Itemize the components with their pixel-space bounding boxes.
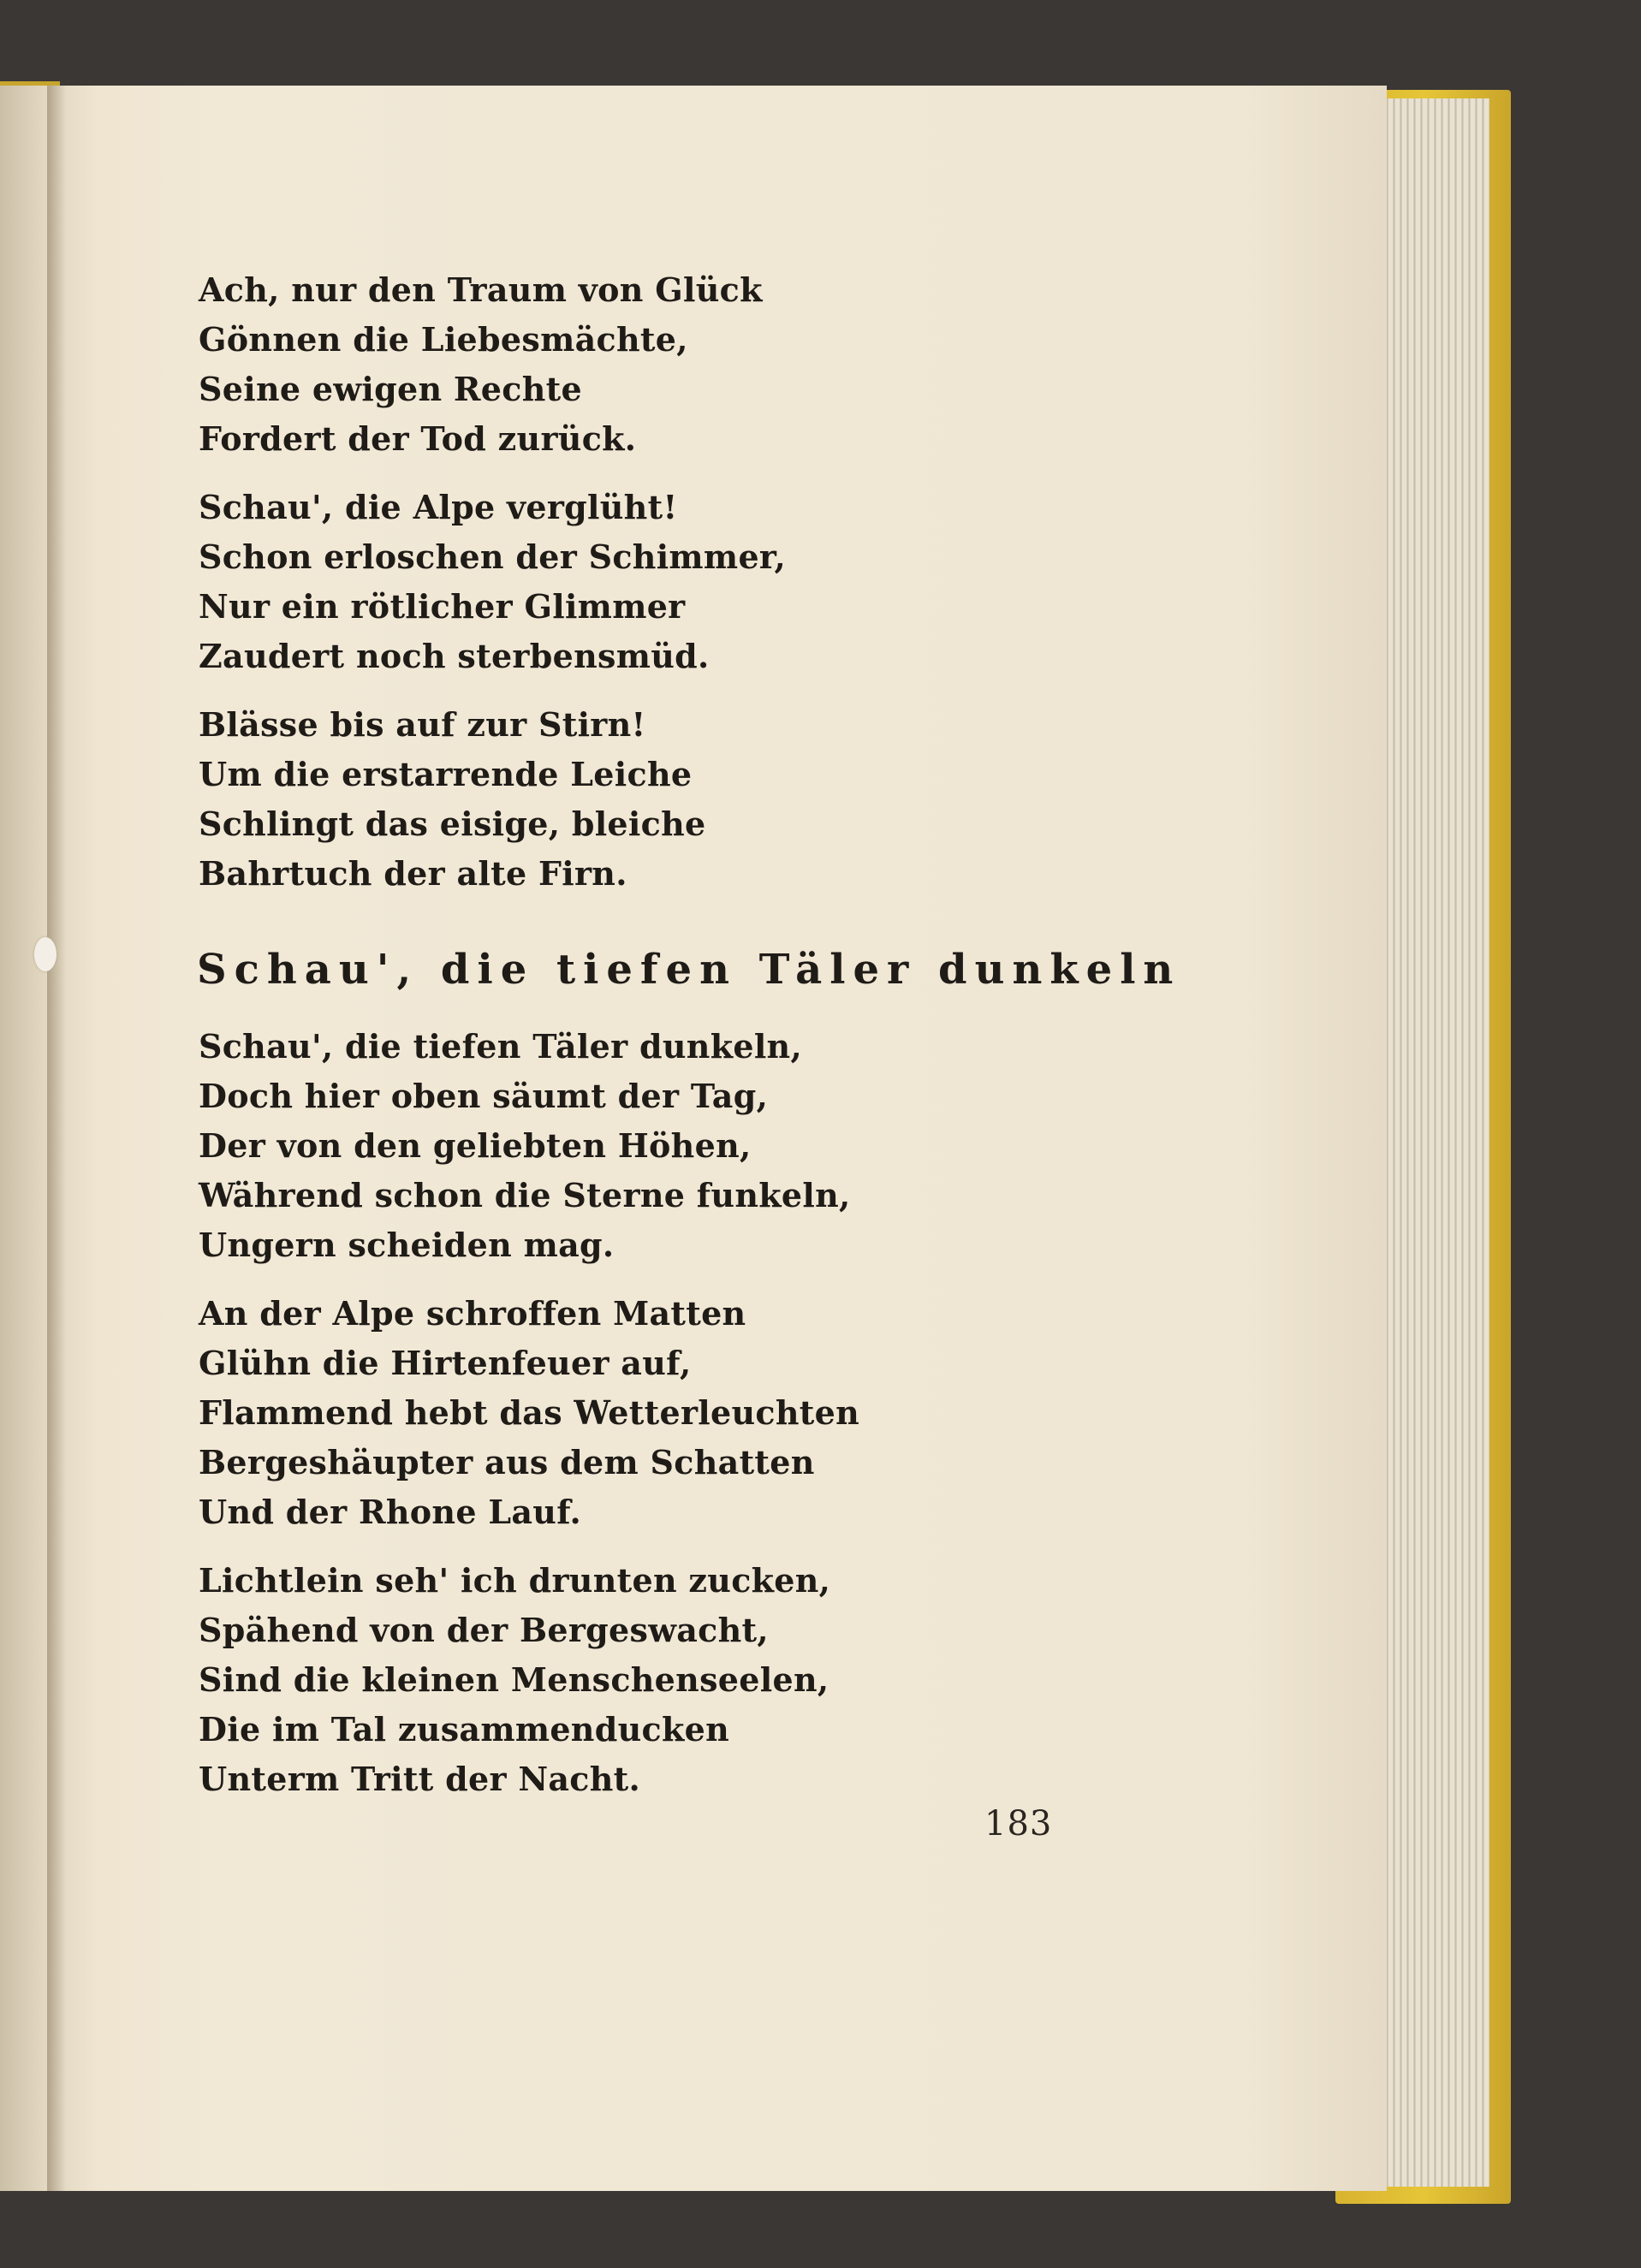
verse-line: Ach, nur den Traum von Glück <box>199 270 763 309</box>
verse-line: Schau', die Alpe verglüht! <box>199 488 678 526</box>
binding-stitch <box>34 937 56 971</box>
verse-line: Zaudert noch sterbensmüd. <box>199 637 710 675</box>
verse-line: Schon erloschen der Schimmer, <box>199 537 787 576</box>
verse-line: Um die erstarrende Leiche <box>199 755 693 793</box>
verse-line: Blässe bis auf zur Stirn! <box>199 705 646 744</box>
stanza <box>199 1556 901 1804</box>
left-page-edge <box>0 86 53 2191</box>
stanza <box>199 1022 901 1270</box>
verse-line: Schau', die tiefen Täler dunkeln, <box>199 1027 803 1066</box>
verse-line: Der von den geliebten Höhen, <box>199 1126 752 1165</box>
verse-line: Spähend von der Bergeswacht, <box>199 1611 769 1649</box>
verse-line: Unterm Tritt der Nacht. <box>199 1760 641 1798</box>
verse-line: Die im Tal zusammenducken <box>199 1710 730 1748</box>
verse-line: Ungern scheiden mag. <box>199 1226 615 1264</box>
stanza <box>199 1289 901 1537</box>
page-number: 183 <box>984 1804 1053 1843</box>
verse-line: Gönnen die Liebesmächte, <box>199 320 688 359</box>
stanza <box>199 265 901 464</box>
verse-line: Und der Rhone Lauf. <box>199 1493 582 1531</box>
verse-line: Flammend hebt das Wetterleuchten <box>199 1393 860 1432</box>
stanza <box>199 700 901 899</box>
stanza <box>199 483 901 681</box>
verse-line: Fordert der Tod zurück. <box>199 419 637 458</box>
verse-line: Bergeshäupter aus dem Schatten <box>199 1443 815 1481</box>
verse-line: Schlingt das eisige, bleiche <box>199 804 706 843</box>
verse-line: Während schon die Sterne funkeln, <box>199 1176 851 1214</box>
verse-line: Sind die kleinen Menschenseelen, <box>199 1660 829 1699</box>
verse-line: Glühn die Hirtenfeuer auf, <box>199 1344 692 1382</box>
verse-line: Doch hier oben säumt der Tag, <box>199 1077 769 1115</box>
verse-line: Lichtlein seh' ich drunten zucken, <box>199 1561 831 1600</box>
verse-line: An der Alpe schroffen Matten <box>199 1294 746 1333</box>
poem-heading: Schau', die tiefen Täler dunkeln <box>197 946 1181 994</box>
poem-text <box>197 265 1181 1823</box>
page-gutter <box>47 86 66 2191</box>
verse-line: Nur ein rötlicher Glimmer <box>199 587 686 626</box>
verse-line: Bahrtuch der alte Firn. <box>199 854 627 893</box>
verse-line: Seine ewigen Rechte <box>199 370 582 408</box>
